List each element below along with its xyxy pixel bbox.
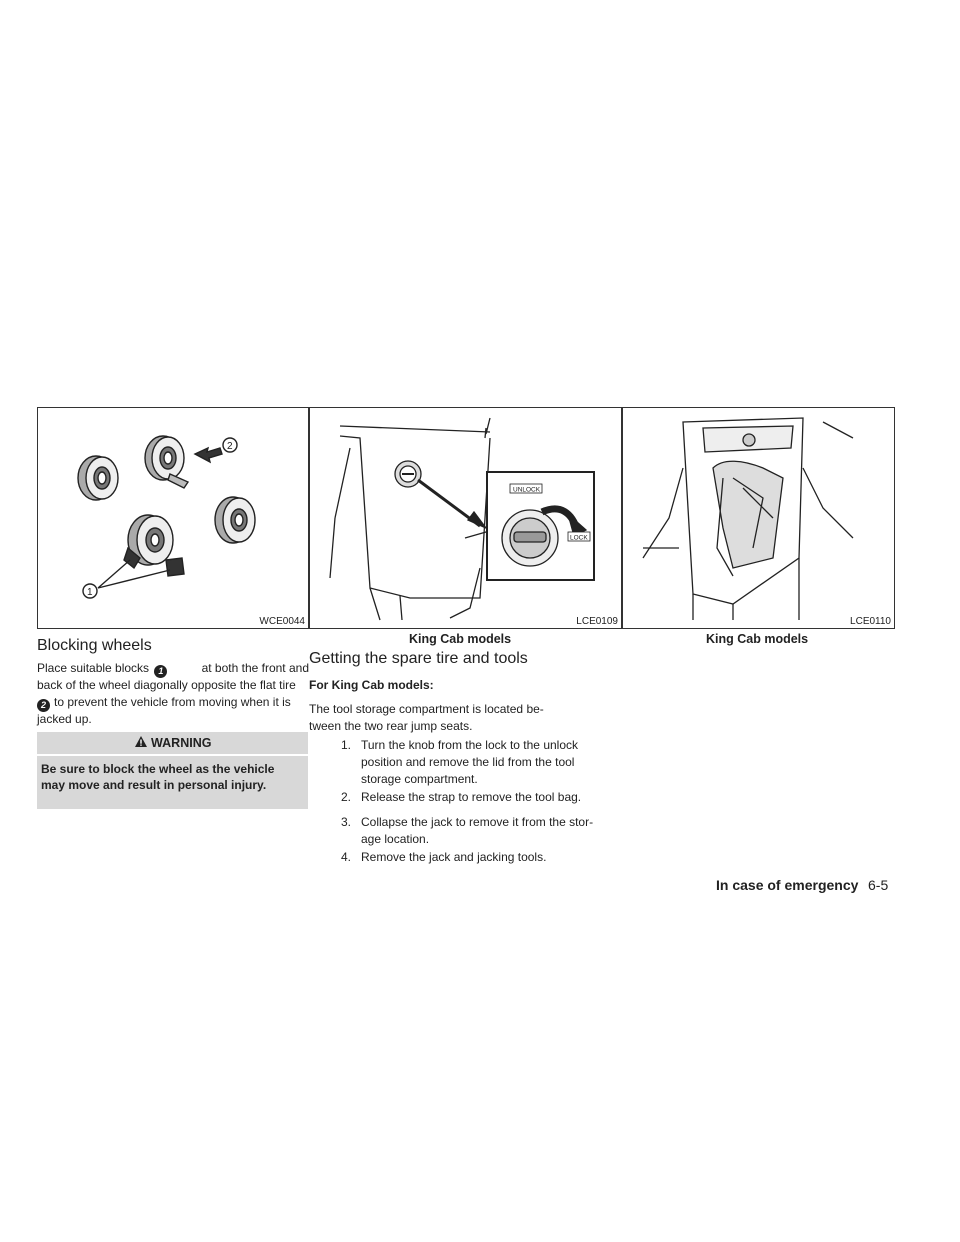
- step-number: 1.: [341, 738, 352, 752]
- figure-lid-lock: [309, 407, 622, 629]
- step-text: Release the strap to remove the tool bag.: [361, 790, 582, 804]
- section-title: Getting the spare tire and tools: [309, 650, 528, 667]
- step-number: 3.: [341, 815, 352, 829]
- warning-triangle-icon: [134, 735, 148, 748]
- unlock-label: UNLOCK: [513, 486, 541, 494]
- warning-line: Be sure to block the wheel as the vehicle: [41, 762, 275, 776]
- warning-line: may move and result in personal injury.: [41, 778, 267, 792]
- step-text: age location.: [361, 832, 430, 846]
- callout-1: 1: [87, 587, 93, 598]
- marker-1-icon: 1: [154, 665, 167, 678]
- section-title: Blocking wheels: [37, 637, 152, 654]
- callout-2: 2: [227, 441, 233, 452]
- warning-title: WARNING: [151, 736, 212, 750]
- text: to prevent the vehicle from moving when it is: [54, 695, 291, 709]
- paragraph-line: [37, 694, 309, 712]
- text: at both the front and: [201, 661, 309, 675]
- warning-header: [37, 732, 308, 754]
- figure-code: LCE0110: [850, 616, 891, 627]
- step-number: 4.: [341, 850, 352, 864]
- lid-lock-illustration: [310, 408, 622, 629]
- paragraph-line: The tool storage compartment is located be-: [309, 702, 544, 716]
- figure-caption: King Cab models: [706, 632, 809, 646]
- subheading: For King Cab models:: [309, 678, 434, 692]
- step-number: 2.: [341, 790, 352, 804]
- lock-label: LOCK: [570, 534, 588, 542]
- figure-code: WCE0044: [259, 616, 305, 627]
- step-text: Remove the jack and jacking tools.: [361, 850, 547, 864]
- step-text: Turn the knob from the lock to the unlock: [361, 738, 579, 752]
- step-text: storage compartment.: [361, 772, 478, 786]
- figure-code: LCE0109: [576, 616, 618, 627]
- text: Place suitable blocks: [37, 661, 150, 675]
- figure-storage-compartment: [622, 407, 895, 629]
- paragraph-line: back of the wheel diagonally opposite the flat tire: [37, 678, 296, 692]
- warning-body: [37, 756, 308, 809]
- footer-section: In case of emergency: [716, 877, 859, 893]
- figure-blocking-wheels: [37, 407, 309, 629]
- paragraph-line: [37, 660, 309, 678]
- marker-2-icon: 2: [37, 699, 50, 712]
- page-number: 6-5: [868, 877, 889, 893]
- paragraph-line: tween the two rear jump seats.: [309, 719, 473, 733]
- step-text: position and remove the lid from the tool: [361, 755, 575, 769]
- wheel-blocks-illustration: [38, 408, 309, 629]
- storage-compartment-illustration: [623, 408, 895, 629]
- step-text: Collapse the jack to remove it from the stor-: [361, 815, 594, 829]
- paragraph-line: jacked up.: [37, 712, 92, 726]
- figure-caption: King Cab models: [409, 632, 512, 646]
